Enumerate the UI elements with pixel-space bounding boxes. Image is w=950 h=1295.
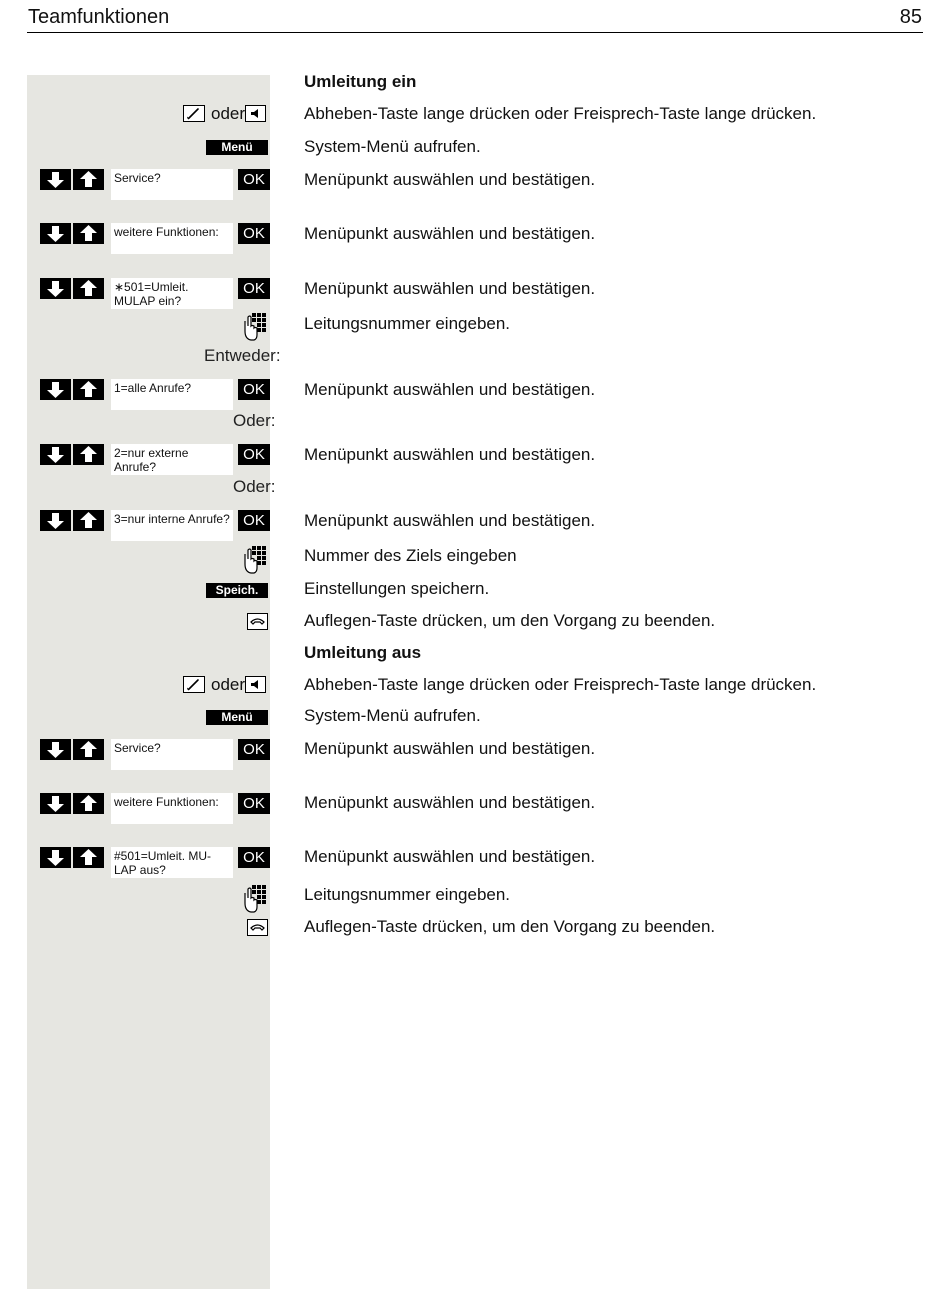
arrow-down-icon (40, 510, 71, 531)
step-text: Menüpunkt auswählen und bestätigen. (304, 445, 596, 464)
ok-key: OK (238, 793, 270, 814)
arrow-up-icon (73, 169, 104, 190)
ok-key: OK (238, 739, 270, 760)
arrow-down-icon (40, 278, 71, 299)
arrow-down-icon (40, 379, 71, 400)
arrow-up-icon (73, 278, 104, 299)
step-text: Menüpunkt auswählen und bestätigen. (304, 380, 596, 399)
speaker-icon (245, 105, 266, 127)
ok-key: OK (238, 510, 270, 531)
ok-key: OK (238, 278, 270, 299)
nav-arrows (40, 379, 106, 400)
ok-key: OK (238, 223, 270, 244)
arrow-up-icon (73, 223, 104, 244)
step-text: Nummer des Ziels eingeben (304, 546, 517, 565)
arrow-down-icon (40, 739, 71, 760)
step-text: Abheben-Taste lange drücken oder Freisprech-Taste lange drücken. (304, 675, 817, 694)
step-text: Menüpunkt auswählen und bestätigen. (304, 279, 596, 298)
step-text: Auflegen-Taste drücken, um den Vorgang zu beenden. (304, 917, 716, 936)
step-text: Menüpunkt auswählen und bestätigen. (304, 224, 596, 243)
arrow-down-icon (40, 847, 71, 868)
step-text: Einstellungen speichern. (304, 579, 490, 598)
display-field: 3=nur interne Anrufe? (111, 510, 233, 541)
nav-arrows (40, 278, 106, 299)
arrow-down-icon (40, 169, 71, 190)
step-text: Menüpunkt auswählen und bestätigen. (304, 847, 596, 866)
entweder-label: Entweder: (204, 346, 281, 365)
nav-arrows (40, 510, 106, 531)
display-field: ∗501=Umleit. MULAP ein? (111, 278, 233, 309)
step-text: Leitungsnummer eingeben. (304, 314, 511, 333)
oder-alt-label: Oder: (233, 477, 276, 496)
hangup-icon (247, 919, 268, 941)
menu-softkey: Menü (206, 140, 268, 155)
nav-arrows (40, 847, 106, 868)
ok-key: OK (238, 847, 270, 868)
arrow-up-icon (73, 510, 104, 531)
arrow-down-icon (40, 223, 71, 244)
nav-arrows (40, 444, 106, 465)
keypad-icon (242, 312, 268, 347)
arrow-up-icon (73, 793, 104, 814)
section-heading-on: Umleitung ein (304, 72, 417, 91)
speaker-icon (245, 676, 266, 698)
header-divider (27, 32, 923, 33)
display-field: Service? (111, 739, 233, 770)
handset-icon (183, 676, 205, 698)
page-number: 85 (899, 6, 922, 28)
nav-arrows (40, 169, 106, 190)
step-text: Leitungsnummer eingeben. (304, 885, 511, 904)
menu-softkey: Menü (206, 710, 268, 725)
step-text: Abheben-Taste lange drücken oder Freisprech-Taste lange drücken. (304, 104, 817, 123)
ok-key: OK (238, 379, 270, 400)
keypad-icon (242, 545, 268, 580)
arrow-down-icon (40, 444, 71, 465)
hangup-icon (247, 613, 268, 635)
section-heading-off: Umleitung aus (304, 643, 422, 662)
save-softkey: Speich. (206, 583, 268, 598)
oder-label: oder (211, 104, 246, 123)
page-title: Teamfunktionen (28, 6, 170, 28)
display-field: Service? (111, 169, 233, 200)
arrow-up-icon (73, 739, 104, 760)
keypad-icon (242, 884, 268, 919)
step-text: Auflegen-Taste drücken, um den Vorgang zu beenden. (304, 611, 716, 630)
arrow-down-icon (40, 793, 71, 814)
nav-arrows (40, 793, 106, 814)
step-text: Menüpunkt auswählen und bestätigen. (304, 170, 596, 189)
arrow-up-icon (73, 444, 104, 465)
arrow-up-icon (73, 847, 104, 868)
handset-icon (183, 105, 205, 127)
nav-arrows (40, 739, 106, 760)
step-text: Menüpunkt auswählen und bestätigen. (304, 739, 596, 758)
display-field: 2=nur externe Anrufe? (111, 444, 233, 475)
display-field: #501=Umleit. MU-LAP aus? (111, 847, 233, 878)
nav-arrows (40, 223, 106, 244)
display-field: 1=alle Anrufe? (111, 379, 233, 410)
step-text: System-Menü aufrufen. (304, 137, 481, 156)
ok-key: OK (238, 444, 270, 465)
display-field: weitere Funktionen: (111, 793, 233, 824)
step-text: Menüpunkt auswählen und bestätigen. (304, 511, 596, 530)
oder-alt-label: Oder: (233, 411, 276, 430)
step-text: Menüpunkt auswählen und bestätigen. (304, 793, 596, 812)
display-field: weitere Funktionen: (111, 223, 233, 254)
step-text: System-Menü aufrufen. (304, 706, 481, 725)
arrow-up-icon (73, 379, 104, 400)
ok-key: OK (238, 169, 270, 190)
oder-label: oder (211, 675, 246, 694)
